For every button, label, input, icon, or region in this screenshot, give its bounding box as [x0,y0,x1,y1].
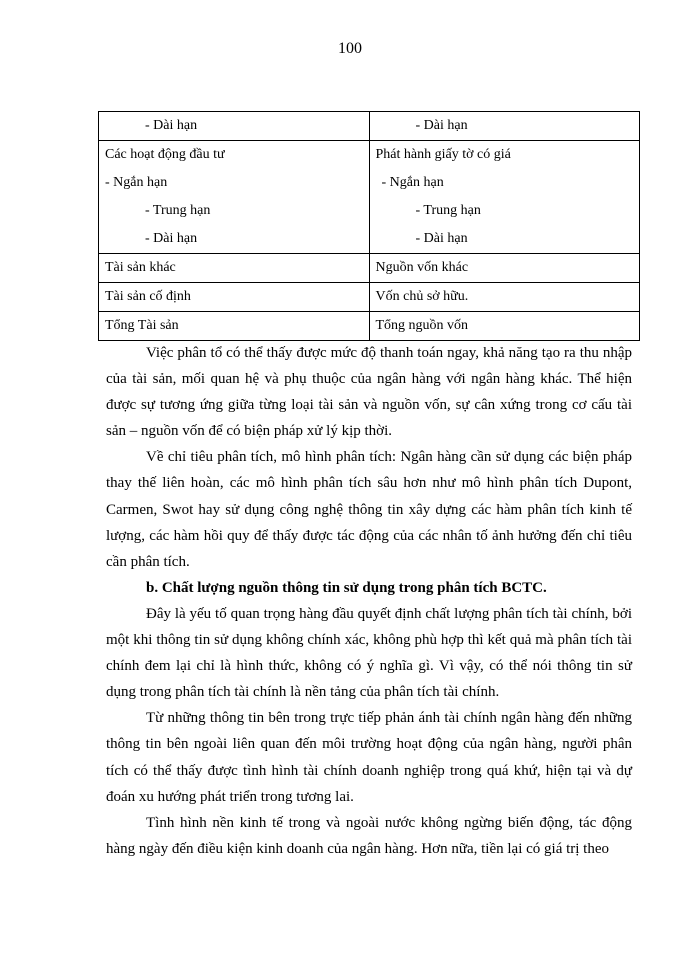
table-row [99,312,640,341]
table-cell-left [99,254,370,283]
paragraph: Từ những thông tin bên trong trực tiếp phản ánh tài chính ngân hàng đến những thông tin bên ngoài liên quan đến môi trường hoạt động của ngân hàng, người phân tích có thể thấy được tình hình tài chính doanh nghiệp trong quá khứ, hiện tại và dự đoán xu hướng phát triển trong tương lai. [106,710,632,805]
table-cell-left [99,312,370,341]
table-cell-right [369,312,640,341]
table-cell-right [369,254,640,283]
cell-line: - Dài hạn [415,118,468,133]
cell-line: Tài sản khác [105,260,176,275]
table-cell-left [99,141,370,254]
cell-line: Phát hành giấy tờ có giá [375,147,511,162]
page-number: 100 [338,40,362,57]
section-heading: b. Chất lượng nguồn thông tin sử dụng trong phân tích BCTC. [146,579,547,596]
cell-line: Vốn chủ sở hữu. [375,289,469,304]
table-row [99,112,640,141]
cell-line: - Dài hạn [145,231,198,246]
cell-line: Các hoạt động đầu tư [105,147,225,162]
cell-line: - Ngắn hạn [105,175,168,190]
cell-line: - Trung hạn [415,203,481,218]
cell-line: Tổng Tài sản [105,318,179,333]
cell-line: - Trung hạn [145,203,211,218]
paragraph: Về chỉ tiêu phân tích, mô hình phân tích: Ngân hàng cần sử dụng các biện pháp thay thế liên hoàn, các mô hình phân tích sâu hơn như mô hình phân tích Dupont, Carmen, Swot hay sử dụng công nghệ thông tin xây dựng các hàm phân tích kinh tế lượng, các hàm hồi quy để thấy được tác động của các nhân tố ảnh hưởng đến chỉ tiêu cần phân tích. [106,449,632,570]
table-cell-right [369,141,640,254]
cell-line: - Dài hạn [415,231,468,246]
table-cell-left [99,112,370,141]
balance-table [98,111,640,341]
cell-line: Nguồn vốn khác [375,260,469,275]
cell-line: Tài sản cố định [105,289,191,304]
table-cell-right [369,112,640,141]
cell-line: Tổng nguồn vốn [375,318,469,333]
table-row [99,283,640,312]
cell-line: - Dài hạn [145,118,198,133]
table-cell-right [369,283,640,312]
table-row [99,141,640,254]
body-text [106,340,632,862]
table-row [99,254,640,283]
paragraph: Tình hình nền kinh tế trong và ngoài nước không ngừng biến động, tác động hàng ngày đến điều kiện kinh doanh của ngân hàng. Hơn nữa, tiền lại có giá trị theo [106,814,632,857]
cell-line: - Ngắn hạn [381,175,444,190]
paragraph: Đây là yếu tố quan trọng hàng đầu quyết định chất lượng phân tích tài chính, bởi một khi thông tin sử dụng không chính xác, không phù hợp thì kết quả mà phân tích tài chính đem lại chỉ là hình thức, không có ý nghĩa gì. Vì vậy, có thể nói thông tin sử dụng trong phân tích tài chính là nền tảng của phân tích tài chính. [106,605,632,701]
paragraph: Việc phân tổ có thể thấy được mức độ thanh toán ngay, khả năng tạo ra thu nhập của tài sản, mối quan hệ và phụ thuộc của ngân hàng với ngân hàng khác. Thể hiện được sự tương ứng giữa từng loại tài sản và nguồn vốn, sự cân xứng trong cơ cấu tài sản – nguồn vốn để có biện pháp xử lý kịp thời. [106,345,632,440]
table-cell-left [99,283,370,312]
